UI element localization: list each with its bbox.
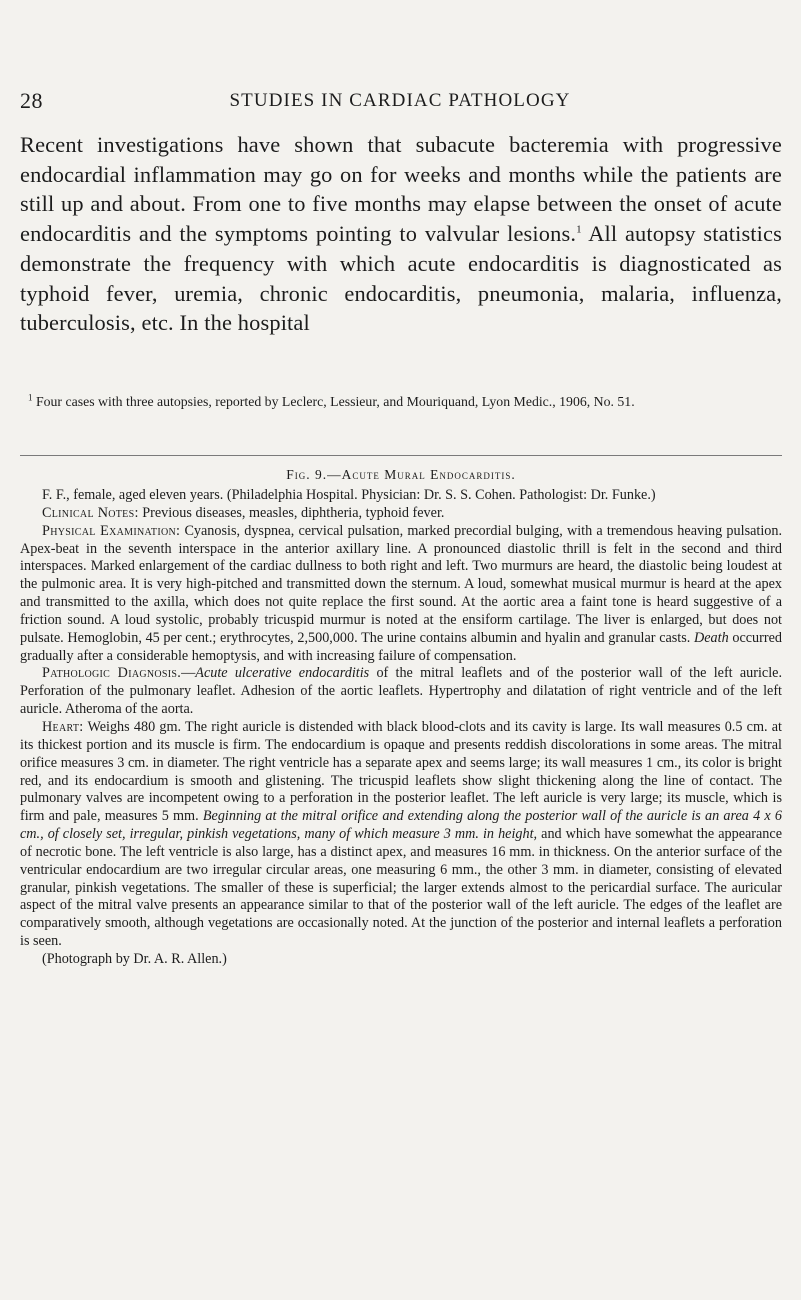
heart-tail: and which have somewhat the appearance of necrotic bone. The left ventricle is also large, has a distinct apex, and measures 16 mm. in thickness. On the anterior surface of the ventricular endocardium are two irregular circular areas, one measuring 6 mm., the other 3 mm. in diameter, consisting of elevated granular, pinkish vegetations. The smaller of these is superficial; the larger extends almost to the pericardial surface. The auricular aspect of the mitral valve presents an appearance similar to that of the posterior wall of the left auricle. The edges of the leaflet are comparatively smooth, although vegetations are occasionally noted. At the junction of the posterior and internal leaflets a perforation is seen.	[20, 826, 782, 950]
diagnosis-dash: —	[181, 665, 196, 682]
physical-examination-label: Physical Examination:	[42, 522, 181, 539]
heart-emphasis: Beginning at the mitral orifice and extending along the posterior wall of the auricle is an area 4 x 6 cm., of closely set, irregular, pinkish vegetations, many of which measure 3 mm. in height,	[20, 808, 782, 843]
clinical-notes-text: Previous diseases, measles, diphtheria, typhoid fever.	[138, 504, 445, 521]
footnote-text: Four cases with three autopsies, reported by Leclerc, Lessieur, and Mouriquand, Lyon Medic., 1906, No. 51.	[32, 394, 635, 409]
horizontal-rule	[20, 455, 782, 456]
diagnosis-emphasis: Acute ulcerative endocarditis	[195, 665, 370, 682]
physical-examination-text: Cyanosis, dyspnea, cervical pulsation, marked precordial bulging, with a tremendous heaving pulsation. Apex-beat in the seventh interspace in the anterior axillary line. A pronounced diastolic thrill is felt in the second and third interspaces. Marked enlargement of the cardiac dullness to both right and left. Two murmurs are heard, the diastolic being loudest at the pulmonic area. It is very high-pitched and transmitted down the sternum. A loud, somewhat musical murmur is heard at the apex and transmitted to the axilla, which does not quite replace the first sound. At the aortic area a faint tone is heard suggestive of a friction sound. A loud systolic, probably tricuspid murmur is noted at the ensiform cartilage. The liver is enlarged, but does not pulsate. Hemoglobin, 45 per cent.; erythrocytes, 2,500,000. The urine contains albumin and hyalin and granular casts.	[20, 522, 783, 646]
clinical-notes-label: Clinical Notes:	[42, 504, 139, 521]
physical-examination	[20, 523, 782, 666]
body-paragraph	[20, 130, 782, 338]
running-title: STUDIES IN CARDIAC PATHOLOGY	[229, 90, 571, 111]
pathologic-diagnosis	[20, 665, 782, 719]
footnote-mark: 1	[28, 392, 33, 403]
heart-findings	[20, 719, 782, 951]
footnote-reference: 1	[576, 223, 582, 236]
case-report	[20, 487, 782, 969]
page-number: 28	[20, 88, 43, 113]
body-text-part2: All autopsy statistics demonstrate the frequency with which acute endocarditis is diagnosticated as typhoid fever, uremia, chronic endocarditis, pneumonia, malaria, influenza, tuberculosis, etc. In the hospital	[20, 221, 782, 336]
body-text-part1: Recent investigations have shown that subacute bacteremia with progressive endocardial inflammation may go on for weeks and months while the patients are still up and about. From one to five months may elapse between the onset of acute endocarditis and the symptoms pointing to valvular lesions.	[20, 132, 782, 247]
footnote	[20, 393, 782, 411]
figure-caption: Fig. 9.—Acute Mural Endocarditis.	[286, 467, 516, 482]
pathologic-diagnosis-label: Pathologic Diagnosis.	[42, 665, 182, 682]
death-emphasis: Death	[694, 629, 729, 646]
physical-examination-tail: occurred gradually after a considerable hemoptysis, and with increasing failure of compensation.	[20, 629, 782, 664]
heart-text: Weighs 480 gm. The right auricle is distended with black blood-clots and its cavity is large. Its wall measures 0.5 cm. at its thickest portion and its muscle is firm. The endocardium is opaque and presents reddish discolorations in some areas. The mitral orifice measures 3 cm. in diameter. The right ventricle has a separate apex and seems large; its wall measures 1 cm., its color is bright red, and its endocardium is smooth and glistening. The tricuspid leaflets show slight thickening along the line of contact. The pulmonary valves are incompetent owing to a perforation in the posterior leaflet. The left auricle is very large; its muscle, which is firm and pale, measures 5 mm.	[20, 718, 782, 825]
photo-credit: (Photograph by Dr. A. R. Allen.)	[42, 950, 227, 967]
running-head	[20, 88, 780, 114]
case-intro: F. F., female, aged eleven years. (Philadelphia Hospital. Physician: Dr. S. S. Cohen. Pathologist: Dr. Funke.)	[42, 487, 656, 503]
clinical-notes	[20, 505, 782, 523]
heart-label: Heart:	[42, 718, 84, 735]
pathologic-diagnosis-text: of the mitral leaflets and of the posterior wall of the left auricle. Perforation of the pulmonary leaflet. Adhesion of the aortic leaflets. Hypertrophy and dilatation of right ventricle and of the left auricle. Atheroma of the aorta.	[20, 665, 782, 718]
